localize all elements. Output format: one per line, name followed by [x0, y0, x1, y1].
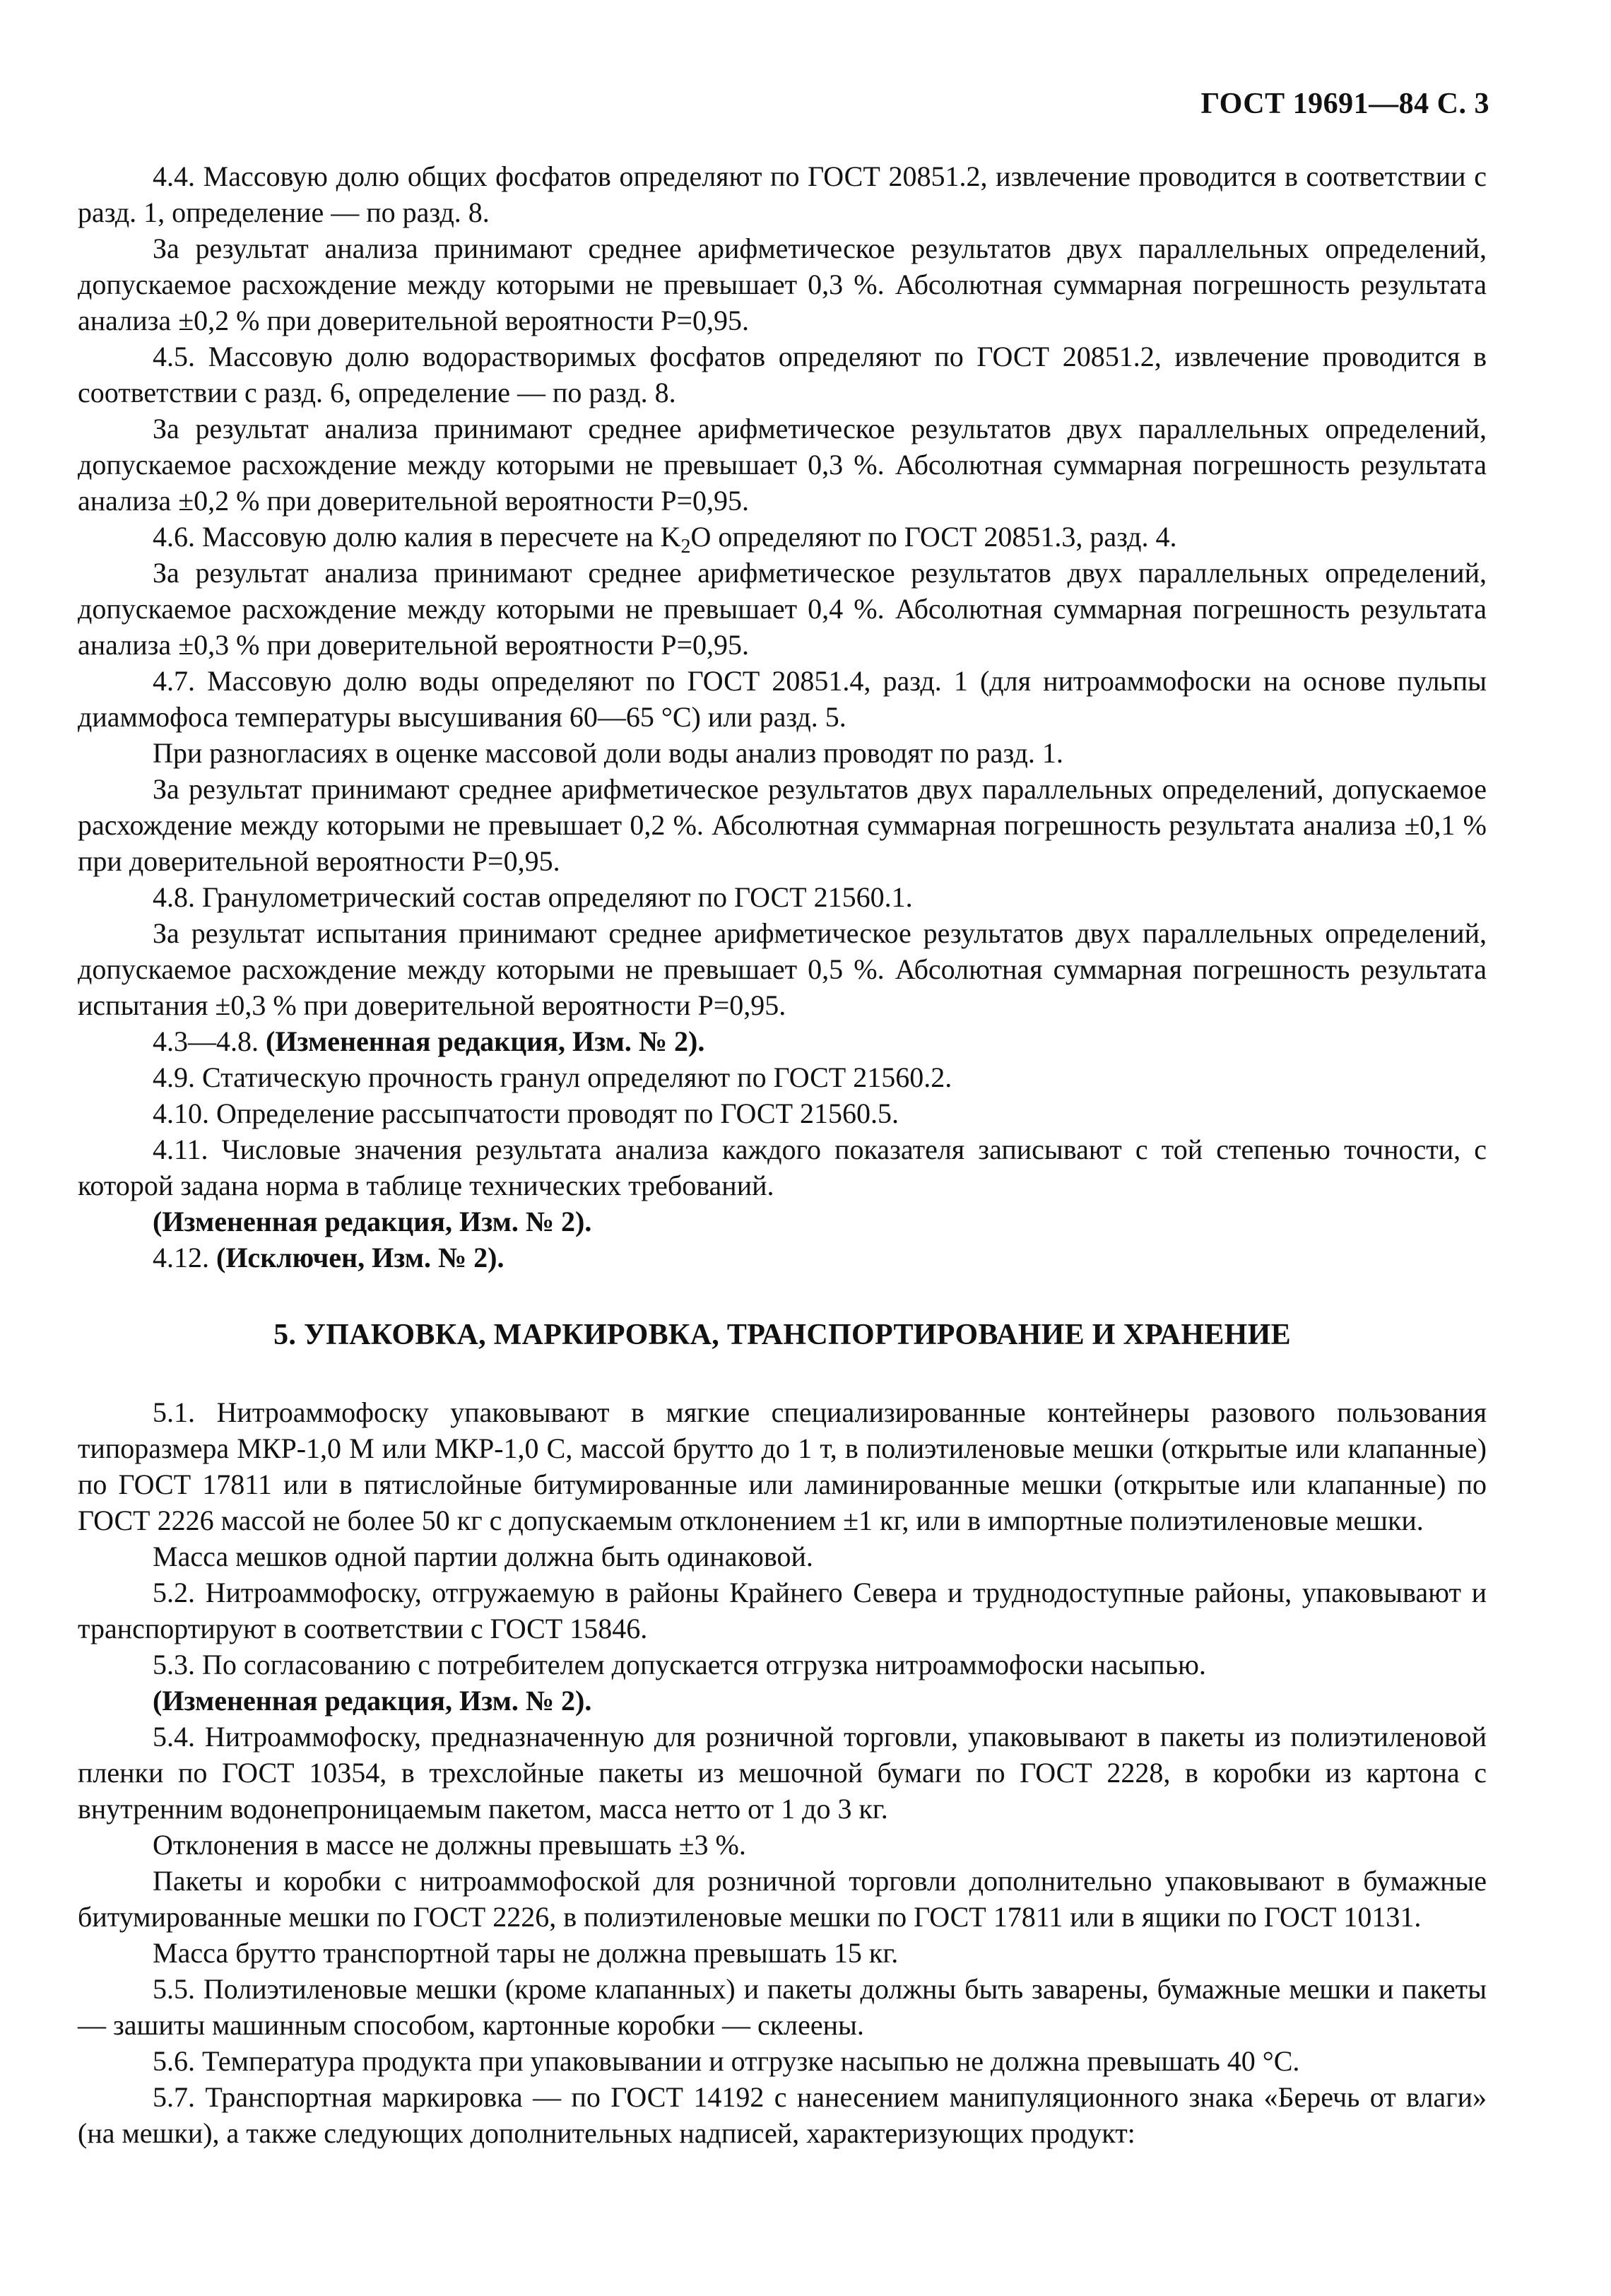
paragraph-4-8: 4.8. Гранулометрический состав определяют по ГОСТ 21560.1.	[153, 881, 913, 913]
paragraph-5-2: 5.2. Нитроаммофоску, отгружаемую в районы Крайнего Севера и труднодоступные районы, упаковывают и транспортируют в соответствии с ГОСТ 15846.	[78, 1577, 1487, 1644]
paragraph-4-12-number: 4.12.	[153, 1242, 216, 1273]
amendment-note-5-3: (Измененная редакция, Изм. № 2).	[153, 1685, 592, 1717]
amendment-note-4-3-4-8	[78, 1023, 1487, 1059]
paragraph-5-6: 5.6. Температура продукта при упаковывании и отгрузке насыпью не должна превышать 40 °С.	[153, 2045, 1300, 2077]
paragraph-4-7-result: За результат принимают среднее арифметическое результатов двух параллельных определений, допускаемое расхождение между которыми не превышает 0,2 %. Абсолютная суммарная погрешность результата анализа ±0,1 % при доверительной вероятности P=0,95.	[78, 773, 1487, 877]
paragraph-4-6-result: За результат анализа принимают среднее арифметическое результатов двух параллельных определений, допускаемое расхождение между которыми не превышает 0,4 %. Абсолютная суммарная погрешность результата анализа ±0,3 % при доверительной вероятности P=0,95.	[78, 557, 1487, 661]
document-body	[78, 158, 1487, 2151]
paragraph-5-4-deviation: Отклонения в массе не должны превышать ±3 %.	[153, 1829, 746, 1861]
paragraph-4-5: 4.5. Массовую долю водорастворимых фосфатов определяют по ГОСТ 20851.2, извлечение проводится в соответствии с разд. 6, определение — по разд. 8.	[78, 341, 1487, 408]
potassium-oxide-subscript: 2	[680, 536, 691, 558]
paragraph-4-7-dispute: При разногласиях в оценке массовой доли воды анализ проводят по разд. 1.	[153, 737, 1063, 769]
paragraph-4-6-text-a: 4.6. Массовую долю калия в пересчете на K	[153, 521, 681, 553]
paragraph-5-4: 5.4. Нитроаммофоску, предназначенную для розничной торговли, упаковывают в пакеты из полиэтиленовой пленки по ГОСТ 10354, в трехслойные пакеты из мешочной бумаги по ГОСТ 2228, в коробки из картона с внутренним водонепроницаемым пакетом, масса нетто от 1 до 3 кг.	[78, 1721, 1487, 1825]
paragraph-5-4-packaging: Пакеты и коробки с нитроаммофоской для розничной торговли дополнительно упаковывают в бумажные битумированные мешки по ГОСТ 2226, в полиэтиленовые мешки по ГОСТ 17811 или в ящики по ГОСТ 10131.	[78, 1865, 1487, 1933]
paragraph-4-6-text-b: O определяют по ГОСТ 20851.3, разд. 4.	[690, 521, 1177, 553]
amendment-note-4-11: (Измененная редакция, Изм. № 2).	[153, 1206, 592, 1237]
paragraph-4-9: 4.9. Статическую прочность гранул определяют по ГОСТ 21560.2.	[153, 1061, 952, 1093]
paragraph-4-5-result: За результат анализа принимают среднее арифметическое результатов двух параллельных определений, допускаемое расхождение между которыми не превышает 0,3 %. Абсолютная суммарная погрешность результата анализа ±0,2 % при доверительной вероятности P=0,95.	[78, 413, 1487, 517]
paragraph-5-4-gross-mass: Масса брутто транспортной тары не должна превышать 15 кг.	[153, 1937, 899, 1969]
section-5-heading: 5. УПАКОВКА, МАРКИРОВКА, ТРАНСПОРТИРОВАНИЕ И ХРАНЕНИЕ	[273, 1319, 1291, 1351]
paragraph-4-10: 4.10. Определение рассыпчатости проводят по ГОСТ 21560.5.	[153, 1097, 899, 1129]
paragraph-4-8-result: За результат испытания принимают среднее арифметическое результатов двух параллельных определений, допускаемое расхождение между которыми не превышает 0,5 %. Абсолютная суммарная погрешность результата испытания ±0,3 % при доверительной вероятности P=0,95.	[78, 917, 1487, 1021]
paragraph-4-6	[78, 519, 1487, 558]
paragraph-5-3: 5.3. По согласованию с потребителем допускается отгрузка нитроаммофоски насыпью.	[153, 1649, 1206, 1680]
paragraph-5-5: 5.5. Полиэтиленовые мешки (кроме клапанных) и пакеты должны быть заварены, бумажные мешки и пакеты — зашиты машинным способом, картонные коробки — склеены.	[78, 1973, 1487, 2041]
paragraph-5-1: 5.1. Нитроаммофоску упаковывают в мягкие специализированные контейнеры разового пользования типоразмера МКР-1,0 М или МКР-1,0 С, массой брутто до 1 т, в полиэтиленовые мешки (открытые или клапанные) по ГОСТ 17811 или в пятислойные битумированные или ламинированные мешки (открытые или клапанные) по ГОСТ 2226 массой не более 50 кг с допускаемым отклонением ±1 кг, или в импортные полиэтиленовые мешки.	[78, 1396, 1487, 1536]
paragraph-4-12	[78, 1240, 1487, 1276]
paragraph-4-4-result: За результат анализа принимают среднее арифметическое результатов двух параллельных определений, допускаемое расхождение между которыми не превышает 0,3 %. Абсолютная суммарная погрешность результата анализа ±0,2 % при доверительной вероятности P=0,95.	[78, 232, 1487, 336]
paragraph-4-7: 4.7. Массовую долю воды определяют по ГОСТ 20851.4, разд. 1 (для нитроаммофоски на основе пульпы диаммофоса температуры высушивания 60—65 °С) или разд. 5.	[78, 665, 1487, 733]
paragraph-5-7: 5.7. Транспортная маркировка — по ГОСТ 14192 с нанесением манипуляционного знака «Беречь от влаги» (на мешки), а также следующих дополнительных надписей, характеризующих продукт:	[78, 2081, 1487, 2149]
running-header: ГОСТ 19691—84 С. 3	[1200, 88, 1489, 120]
paragraph-5-1-mass: Масса мешков одной партии должна быть одинаковой.	[153, 1541, 813, 1572]
paragraph-4-11: 4.11. Числовые значения результата анализа каждого показателя записывают с той степенью точности, с которой задана норма в таблице технических требований.	[78, 1134, 1487, 1201]
paragraph-4-4: 4.4. Массовую долю общих фосфатов определяют по ГОСТ 20851.2, извлечение проводится в соответствии с разд. 1, определение — по разд. 8.	[78, 160, 1487, 228]
amendment-range-label: 4.3—4.8.	[153, 1025, 266, 1057]
paragraph-4-12-excluded: (Исключен, Изм. № 2).	[216, 1242, 504, 1273]
amendment-text: (Измененная редакция, Изм. № 2).	[266, 1025, 705, 1057]
